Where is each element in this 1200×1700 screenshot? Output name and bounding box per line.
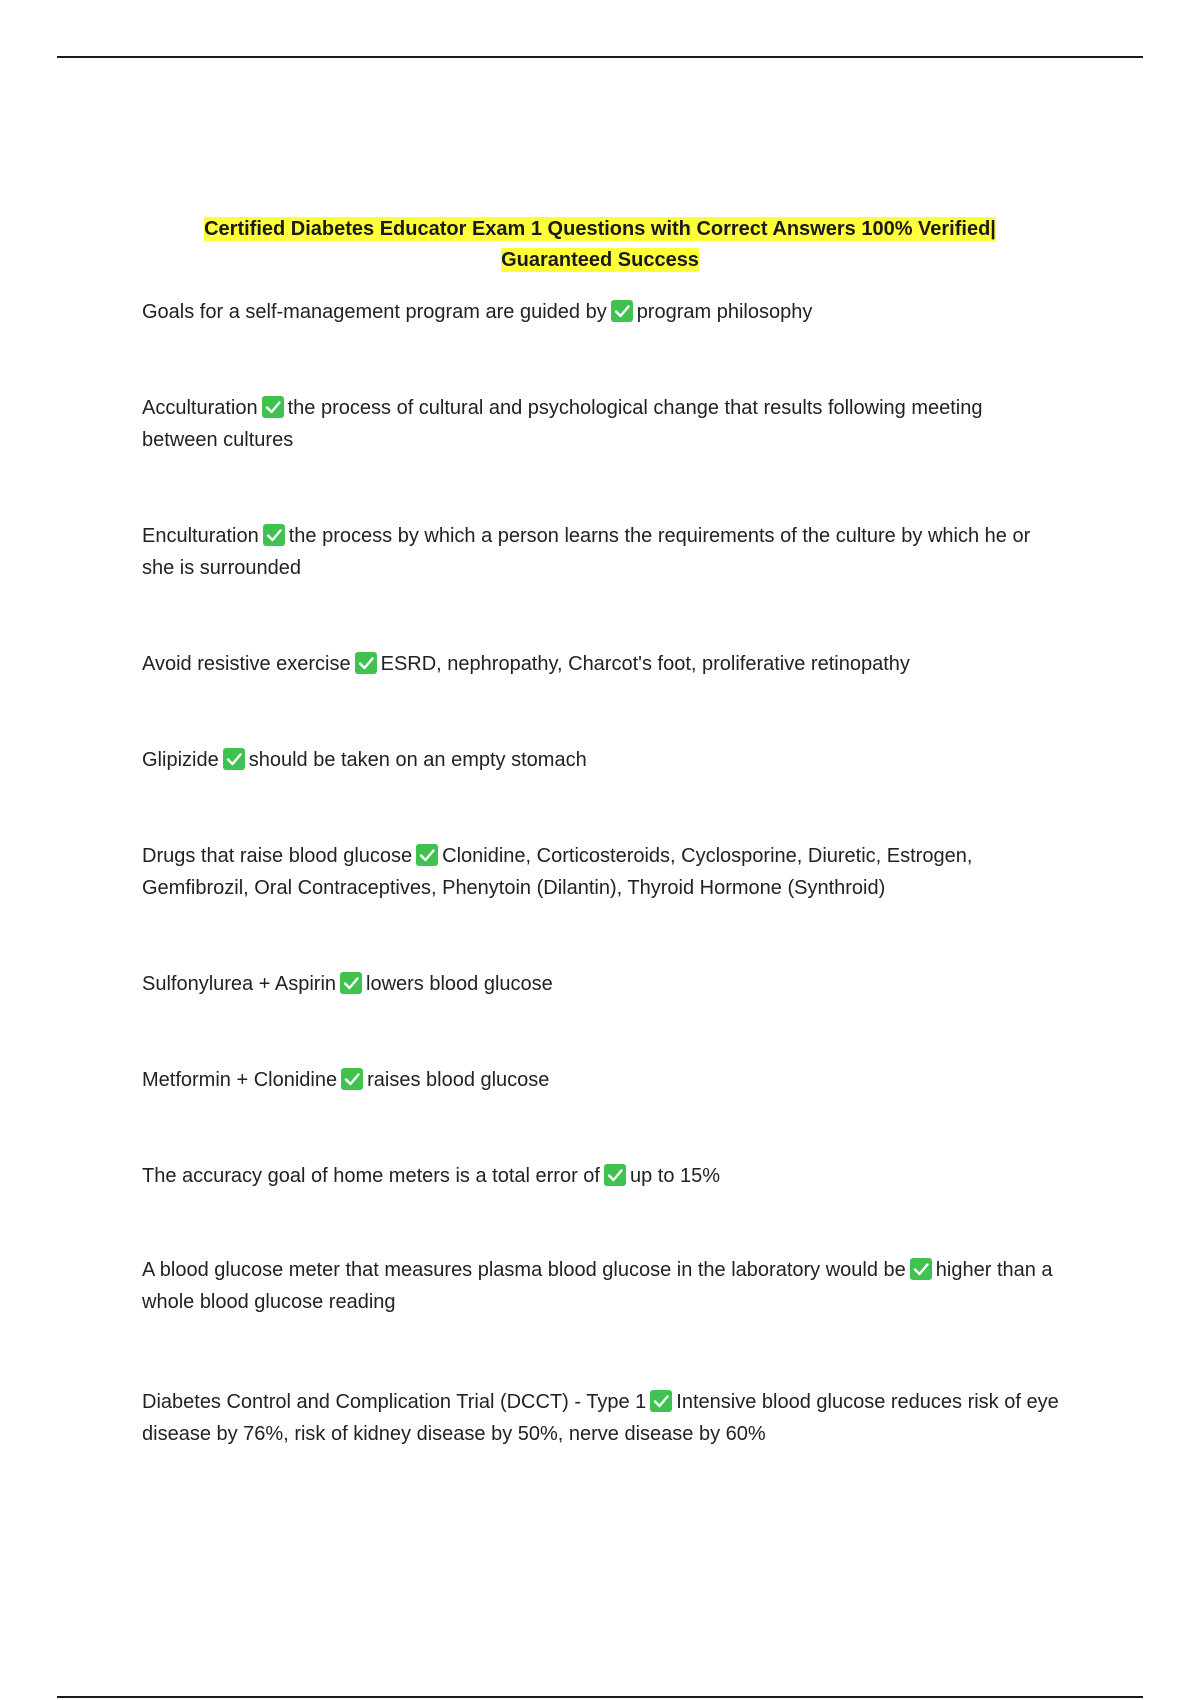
bottom-rule bbox=[57, 1696, 1143, 1698]
qa-item bbox=[142, 840, 1062, 904]
answer-text: the process of cultural and psychological change that results following meeting between cultures bbox=[142, 397, 983, 451]
check-mark-icon bbox=[263, 524, 285, 546]
question-text: Acculturation bbox=[142, 397, 258, 419]
document-title bbox=[140, 214, 1060, 276]
answer-text: should be taken on an empty stomach bbox=[248, 749, 587, 771]
question-text: Diabetes Control and Complication Trial (DCCT) - Type 1 bbox=[142, 1391, 647, 1413]
check-mark-icon bbox=[223, 748, 245, 770]
check-mark-icon bbox=[340, 972, 362, 994]
check-mark-icon bbox=[650, 1390, 672, 1412]
question-text: Goals for a self-management program are guided by bbox=[142, 301, 607, 323]
question-text: Glipizide bbox=[142, 749, 219, 771]
qa-item bbox=[142, 1160, 1062, 1192]
question-text: Enculturation bbox=[142, 525, 259, 547]
question-text: The accuracy goal of home meters is a total error of bbox=[142, 1165, 600, 1187]
title-line-1: Certified Diabetes Educator Exam 1 Questions with Correct Answers 100% Verified| bbox=[204, 218, 996, 240]
question-text: Avoid resistive exercise bbox=[142, 653, 351, 675]
qa-item bbox=[142, 744, 1062, 776]
question-text: Drugs that raise blood glucose bbox=[142, 845, 413, 867]
qa-item bbox=[142, 520, 1062, 584]
qa-item bbox=[142, 1386, 1062, 1450]
check-mark-icon bbox=[416, 844, 438, 866]
check-mark-icon bbox=[604, 1164, 626, 1186]
answer-text: program philosophy bbox=[636, 301, 813, 323]
qa-item bbox=[142, 1254, 1062, 1318]
question-text: A blood glucose meter that measures plasma blood glucose in the laboratory would be bbox=[142, 1259, 906, 1281]
answer-text: ESRD, nephropathy, Charcot's foot, proliferative retinopathy bbox=[380, 653, 910, 675]
answer-text: raises blood glucose bbox=[367, 1069, 550, 1091]
check-mark-icon bbox=[611, 300, 633, 322]
answer-text: higher than a whole blood glucose reading bbox=[142, 1259, 1053, 1313]
qa-item bbox=[142, 296, 1062, 328]
answer-text: Clonidine, Corticosteroids, Cyclosporine, Diuretic, Estrogen, Gemfibrozil, Oral Contraceptives, Phenytoin (Dilantin), Thyroid Hormone (Synthroid) bbox=[142, 845, 973, 899]
check-mark-icon bbox=[355, 652, 377, 674]
answer-text: the process by which a person learns the requirements of the culture by which he or she is surrounded bbox=[142, 525, 1031, 579]
question-text: Metformin + Clonidine bbox=[142, 1069, 338, 1091]
top-rule bbox=[57, 56, 1143, 58]
qa-item bbox=[142, 392, 1062, 456]
answer-text: up to 15% bbox=[629, 1165, 721, 1187]
answer-text: Intensive blood glucose reduces risk of eye disease by 76%, risk of kidney disease by 50%, nerve disease by 60% bbox=[142, 1391, 1059, 1445]
check-mark-icon bbox=[910, 1258, 932, 1280]
question-text: Sulfonylurea + Aspirin bbox=[142, 973, 337, 995]
check-mark-icon bbox=[341, 1068, 363, 1090]
answer-text: lowers blood glucose bbox=[366, 973, 553, 995]
qa-item bbox=[142, 648, 1062, 680]
qa-item bbox=[142, 1064, 1062, 1096]
check-mark-icon bbox=[262, 396, 284, 418]
title-line-2: Guaranteed Success bbox=[501, 249, 699, 271]
qa-item bbox=[142, 968, 1062, 1000]
